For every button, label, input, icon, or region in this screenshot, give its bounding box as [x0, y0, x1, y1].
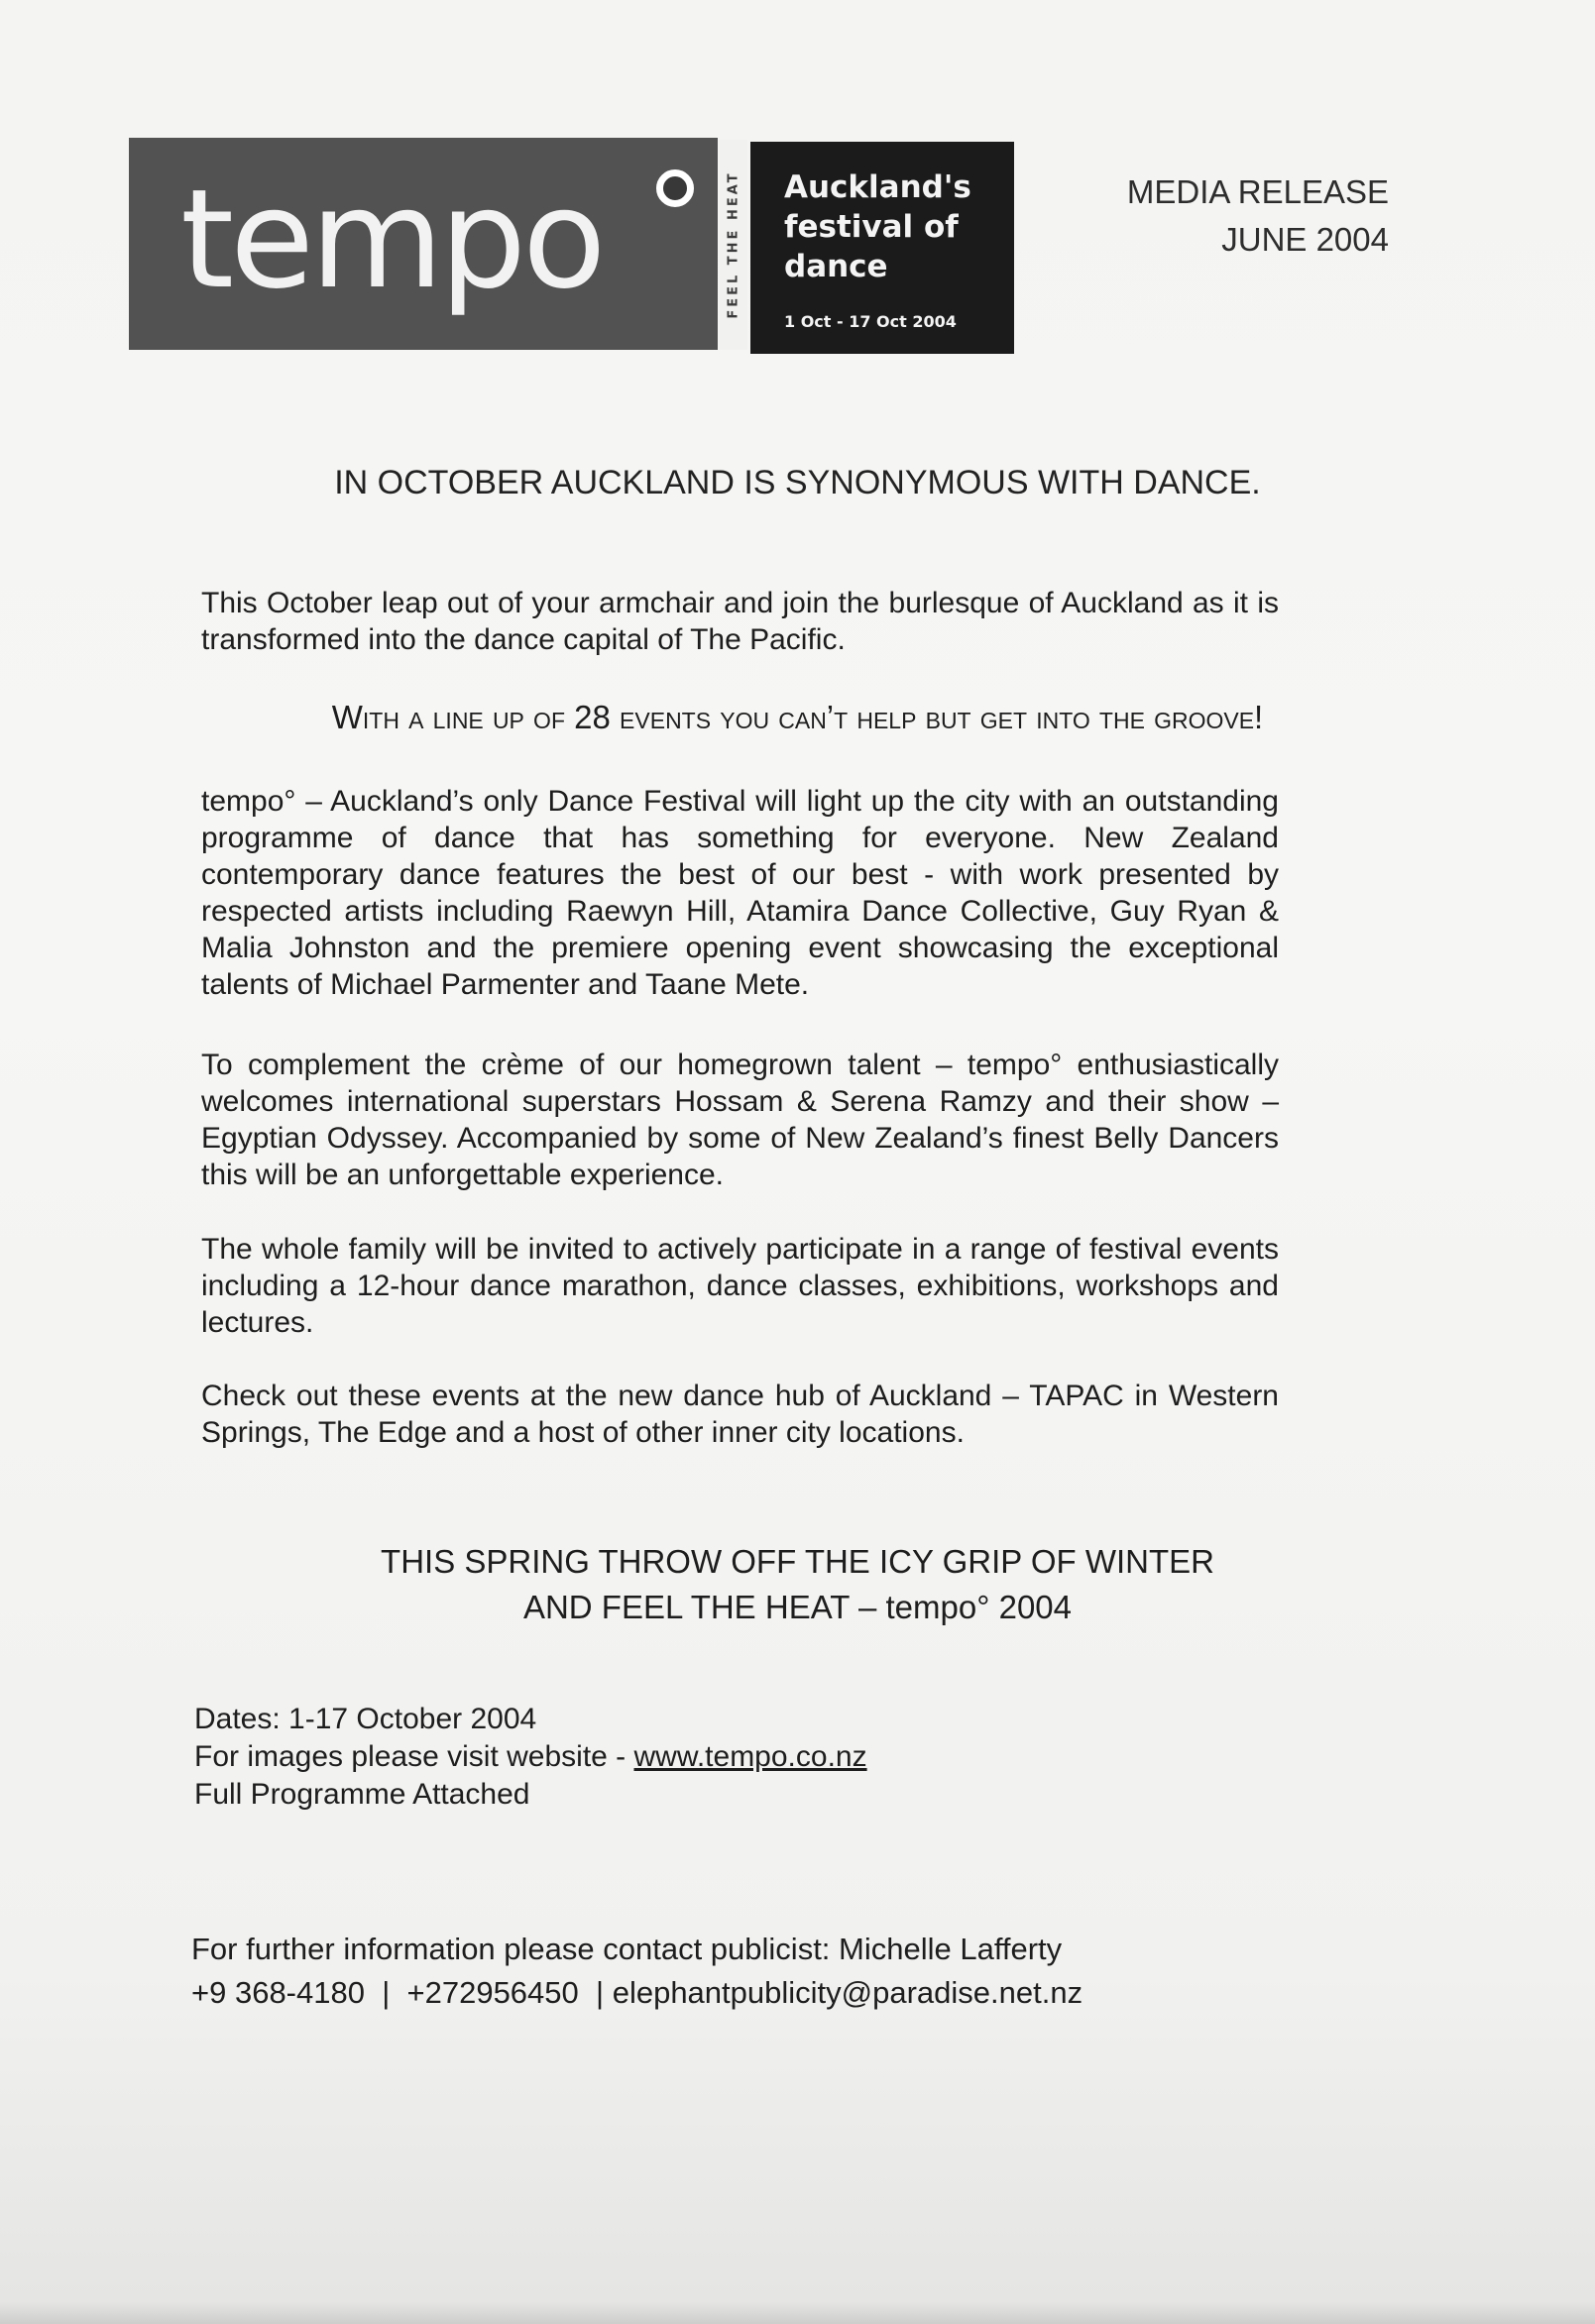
contact-details: [191, 1971, 1082, 2015]
separator-1: |: [382, 1975, 391, 2010]
website-link[interactable]: www.tempo.co.nz: [633, 1740, 867, 1773]
separator-2: |: [596, 1975, 605, 2010]
festival-badge: [750, 142, 1014, 354]
phone-1: +9 368-4180: [191, 1975, 365, 2010]
images-line: [194, 1738, 867, 1776]
badge-line-1: Auckland's: [784, 169, 971, 205]
tempo-wordmark: tempo: [180, 160, 603, 319]
release-date: JUNE 2004: [1221, 221, 1389, 258]
page-edge-shadow: [0, 2302, 1595, 2324]
venues-paragraph: Check out these events at the new dance hub of Auckland – TAPAC in Western Springs, The Edge and a host of other inner city locations.: [201, 1380, 1279, 1449]
degree-circle-icon: [656, 169, 694, 207]
images-prefix: For images please visit website -: [194, 1740, 634, 1773]
feel-the-heat-text: FEEL THE HEAT: [726, 170, 741, 319]
festival-paragraph: tempo° – Auckland’s only Dance Festival will light up the city with an outstanding programme of dance that has something for everyone. New Zealand contemporary dance features the best of our best - with work presented by respected artists including Raewyn Hill, Atamira Dance Collective, Guy Ryan & Malia Johnston and the premiere opening event showcasing the exceptional talents of Michael Parmenter and Taane Mete.: [201, 785, 1279, 1001]
tagline-line-1: THIS SPRING THROW OFF THE ICY GRIP OF WINTER: [381, 1543, 1214, 1580]
international-paragraph: To complement the crème of our homegrown talent – tempo° enthusiastically welcomes international superstars Hossam & Serena Ramzy and their show – Egyptian Odyssey. Accompanied by some of New Zealand’s finest Belly Dancers this will be an unforgettable experience.: [201, 1049, 1279, 1191]
contact-line: For further information please contact publicist: Michelle Lafferty: [191, 1932, 1063, 1966]
lineup-heading: With a line up of 28 events you can’t help but get into the groove!: [331, 699, 1264, 735]
email-address[interactable]: elephantpublicity@paradise.net.nz: [612, 1975, 1083, 2010]
page-headline: IN OCTOBER AUCKLAND IS SYNONYMOUS WITH DANCE.: [334, 464, 1261, 501]
dates-line: Dates: 1-17 October 2004: [194, 1703, 537, 1735]
intro-paragraph: This October leap out of your armchair and join the burlesque of Auckland as it is transformed into the dance capital of The Pacific.: [201, 587, 1279, 656]
programme-line: Full Programme Attached: [194, 1778, 530, 1811]
badge-dates: 1 Oct - 17 Oct 2004: [784, 312, 957, 331]
media-release-label: MEDIA RELEASE: [1126, 173, 1389, 210]
badge-line-2: festival of: [784, 209, 959, 245]
badge-line-3: dance: [784, 249, 888, 284]
phone-2: +272956450: [406, 1975, 579, 2010]
tagline-line-2: AND FEEL THE HEAT – tempo° 2004: [522, 1589, 1073, 1625]
media-release-heading: [1127, 168, 1389, 264]
family-paragraph: The whole family will be invited to actively participate in a range of festival events including a 12-hour dance marathon, dance classes, exhibitions, workshops and lectures.: [201, 1233, 1279, 1339]
tempo-logo: [129, 138, 718, 350]
